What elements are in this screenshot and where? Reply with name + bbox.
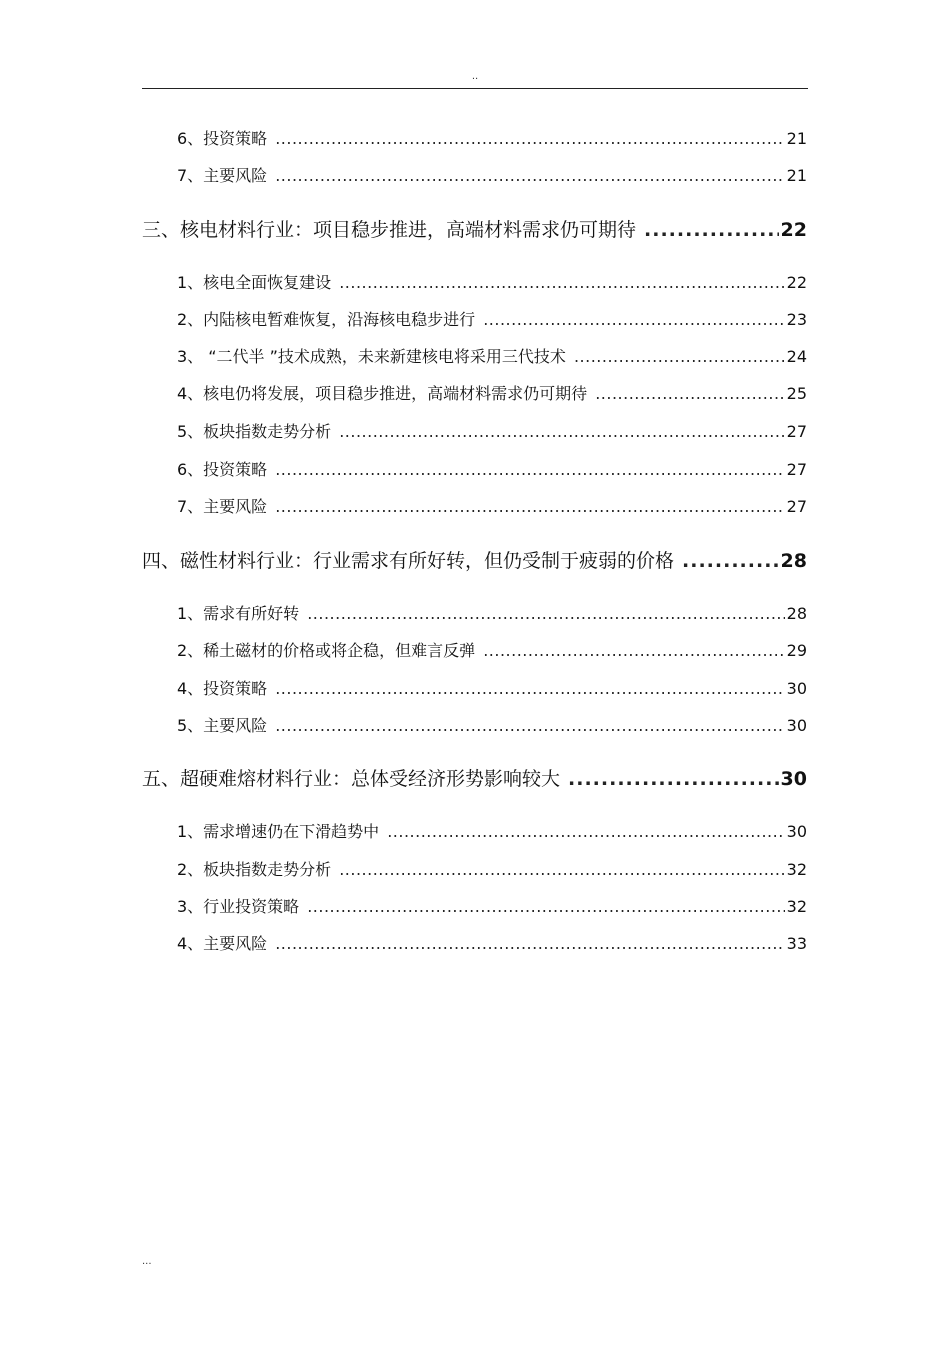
- toc-entry[interactable]: [177, 163, 807, 186]
- dot-leader: [682, 550, 779, 572]
- dot-leader: [568, 768, 779, 790]
- dot-leader: [275, 497, 784, 516]
- header-mark: ..: [471, 71, 479, 82]
- dot-leader: [574, 347, 785, 366]
- toc-page-number: 30: [780, 768, 807, 790]
- dot-leader: [307, 897, 784, 916]
- toc-page-number: 28: [786, 604, 807, 623]
- dot-leader: [387, 822, 784, 841]
- dot-leader: [483, 310, 784, 329]
- toc-entry[interactable]: [177, 601, 807, 624]
- toc-entry-title: 1、核电全面恢复建设: [177, 273, 332, 292]
- toc-entry[interactable]: [177, 381, 807, 404]
- toc-entry-title: 3、 “二代半 ”技术成熟，未来新建核电将采用三代技术: [177, 347, 566, 366]
- toc-entry-title: 2、内陆核电暂难恢复，沿海核电稳步进行: [177, 310, 476, 329]
- toc-page-number: 22: [786, 273, 807, 292]
- dot-leader: [275, 679, 784, 698]
- toc-entry[interactable]: [177, 494, 807, 517]
- toc-section-entry[interactable]: [142, 546, 807, 573]
- dot-leader: [275, 129, 784, 148]
- toc-page-number: 27: [786, 460, 807, 479]
- toc-page-number: 27: [786, 497, 807, 516]
- toc-page-number: 28: [780, 550, 807, 572]
- toc-section-entry[interactable]: [142, 764, 807, 791]
- toc-entry-title: 4、核电仍将发展，项目稳步推进，高端材料需求仍可期待: [177, 384, 588, 403]
- toc-page-number: 32: [786, 897, 807, 916]
- toc-entry[interactable]: [177, 857, 807, 880]
- toc-page-number: 25: [786, 384, 807, 403]
- dot-leader: [595, 384, 784, 403]
- toc-page-number: 23: [786, 310, 807, 329]
- toc-entry[interactable]: [177, 419, 807, 442]
- toc-entry[interactable]: [177, 270, 807, 293]
- dot-leader: [339, 273, 784, 292]
- dot-leader: [339, 860, 784, 879]
- toc-page-number: 30: [786, 716, 807, 735]
- toc-page-number: 24: [786, 347, 807, 366]
- toc-entry-title: 5、主要风险: [177, 716, 268, 735]
- toc-section-title: 五、超硬难熔材料行业：总体受经济形势影响较大: [142, 768, 561, 790]
- toc-entry[interactable]: [177, 713, 807, 736]
- toc-entry-title: 1、需求增速仍在下滑趋势中: [177, 822, 380, 841]
- toc-entry[interactable]: [177, 126, 807, 149]
- toc-entry-title: 4、主要风险: [177, 934, 268, 953]
- toc-page-number: 27: [786, 422, 807, 441]
- toc-entry-title: 5、板块指数走势分析: [177, 422, 332, 441]
- toc-page-number: 21: [786, 166, 807, 185]
- dot-leader: [483, 641, 784, 660]
- toc-entry-title: 6、投资策略: [177, 129, 268, 148]
- toc-entry[interactable]: [177, 457, 807, 480]
- toc-entry[interactable]: [177, 931, 807, 954]
- toc-entry-title: 2、板块指数走势分析: [177, 860, 332, 879]
- dot-leader: [339, 422, 784, 441]
- toc-entry-title: 7、主要风险: [177, 166, 268, 185]
- toc-section-entry[interactable]: [142, 215, 807, 242]
- dot-leader: [275, 716, 784, 735]
- dot-leader: [644, 219, 779, 241]
- toc-page-number: 32: [786, 860, 807, 879]
- toc-page-number: 30: [786, 679, 807, 698]
- dot-leader: [307, 604, 784, 623]
- toc-entry[interactable]: [177, 344, 807, 367]
- toc-page-number: 21: [786, 129, 807, 148]
- toc-page-number: 22: [780, 219, 807, 241]
- toc-entry[interactable]: [177, 307, 807, 330]
- toc-page-number: 29: [786, 641, 807, 660]
- toc-entry-title: 3、行业投资策略: [177, 897, 300, 916]
- footer-mark: ...: [142, 1256, 152, 1267]
- toc-entry[interactable]: [177, 676, 807, 699]
- dot-leader: [275, 166, 784, 185]
- dot-leader: [275, 934, 784, 953]
- dot-leader: [275, 460, 784, 479]
- toc-entry[interactable]: [177, 638, 807, 661]
- toc-section-title: 三、核电材料行业：项目稳步推进，高端材料需求仍可期待: [142, 219, 637, 241]
- toc-entry-title: 4、投资策略: [177, 679, 268, 698]
- toc-page-number: 33: [786, 934, 807, 953]
- toc-entry[interactable]: [177, 894, 807, 917]
- toc-entry-title: 1、需求有所好转: [177, 604, 300, 623]
- toc-section-title: 四、磁性材料行业：行业需求有所好转，但仍受制于疲弱的价格: [142, 550, 675, 572]
- toc-entry[interactable]: [177, 819, 807, 842]
- toc-entry-title: 6、投资策略: [177, 460, 268, 479]
- toc-entry-title: 7、主要风险: [177, 497, 268, 516]
- toc-entry-title: 2、稀土磁材的价格或将企稳，但难言反弹: [177, 641, 476, 660]
- toc-page-number: 30: [786, 822, 807, 841]
